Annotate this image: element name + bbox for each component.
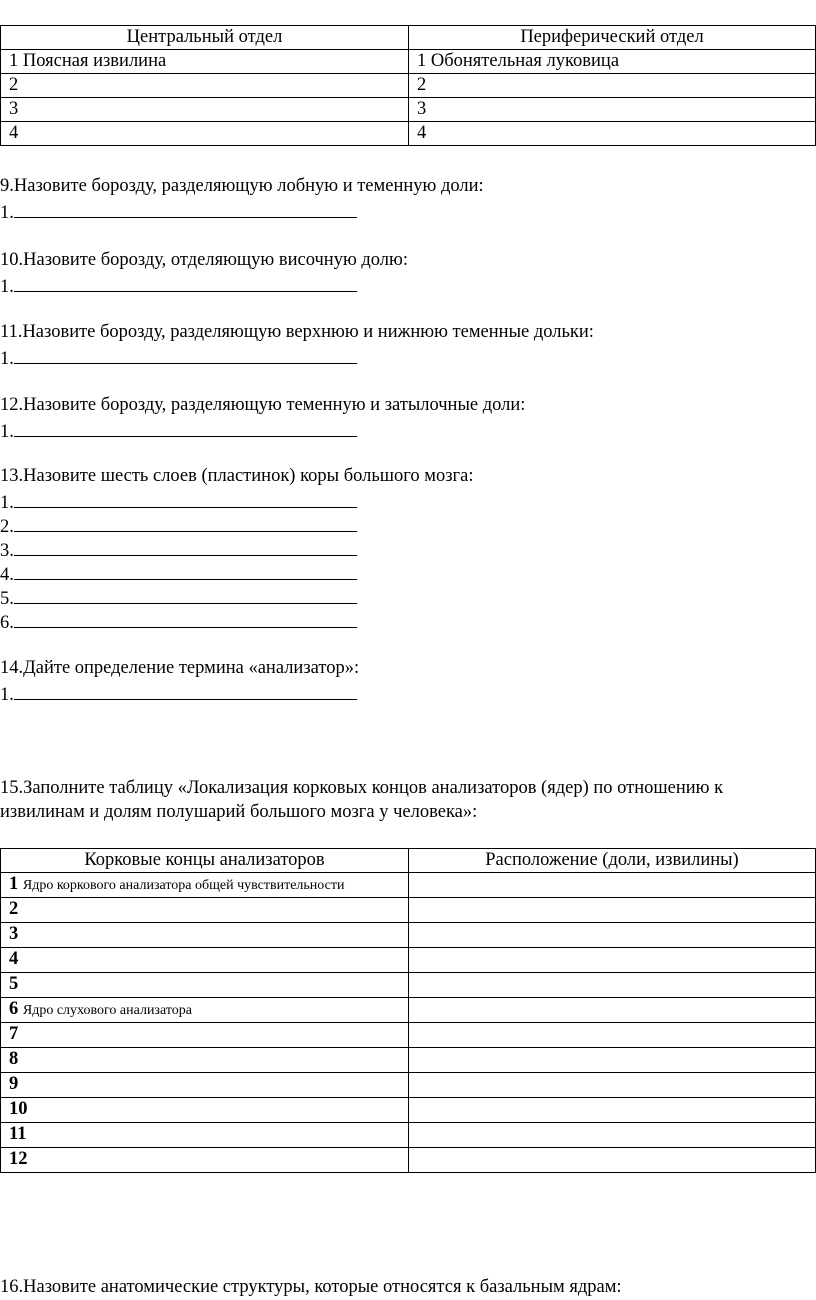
answer-number: 1. [0, 349, 14, 369]
answer-number: 1. [0, 203, 14, 223]
row-number: 12 [9, 1149, 28, 1169]
blank-line [14, 585, 357, 604]
question-16: 16.Назовите анатомические структуры, которые относятся к базальным ядрам: [0, 1277, 622, 1297]
table-row [1, 923, 816, 948]
answer-line[interactable] [0, 537, 357, 563]
question-15: 15.Заполните таблицу «Локализация корковых концов анализаторов (ядер) по отношению к извилинам и долям полушарий большого мозга у человека»: [0, 778, 724, 822]
row-number: 2 [9, 899, 19, 919]
table-header-row [1, 849, 816, 873]
blank-line [14, 199, 357, 218]
answer-line[interactable] [0, 681, 357, 707]
peripheral-column-header: Периферический отдел [409, 26, 816, 50]
blank-line [14, 609, 357, 628]
table-row [1, 873, 816, 898]
analyzer-cell [1, 973, 409, 998]
row-number: 10 [9, 1099, 28, 1119]
answer-number: 2. [0, 517, 14, 537]
location-cell[interactable] [409, 998, 816, 1023]
cortical-ends-column-header: Корковые концы анализаторов [1, 849, 409, 873]
answer-number: 6. [0, 613, 14, 633]
row-number: 6 [9, 999, 19, 1019]
table-row [1, 122, 816, 146]
answer-number: 1. [0, 422, 14, 442]
row-number: 3 [9, 924, 19, 944]
table-row [1, 1023, 816, 1048]
table-cell: 1 Поясная извилина [1, 50, 409, 74]
answer-number: 3. [0, 541, 14, 561]
answer-line[interactable] [0, 418, 357, 444]
blank-line [14, 681, 357, 700]
answer-number: 1. [0, 277, 14, 297]
table-cell: 2 [409, 74, 816, 98]
answer-line[interactable] [0, 199, 357, 225]
row-number: 9 [9, 1074, 19, 1094]
blank-line [14, 561, 357, 580]
analyzer-cell [1, 1023, 409, 1048]
blank-line [14, 489, 357, 508]
table-cell: 4 [409, 122, 816, 146]
location-column-header: Расположение (доли, извилины) [409, 849, 816, 873]
table-row [1, 50, 816, 74]
location-cell[interactable] [409, 1123, 816, 1148]
question-12: 12.Назовите борозду, разделяющую теменную и затылочные доли: [0, 395, 526, 415]
analyzer-label: Ядро коркового анализатора общей чувствительности [22, 878, 345, 893]
table-row [1, 1073, 816, 1098]
table-row [1, 98, 816, 122]
answer-line[interactable] [0, 561, 357, 587]
answer-line[interactable] [0, 273, 357, 299]
analyzer-label: Ядро слухового анализатора [22, 1003, 192, 1018]
location-cell[interactable] [409, 1073, 816, 1098]
table-cell: 3 [1, 98, 409, 122]
table-row [1, 1123, 816, 1148]
table-cell: 4 [1, 122, 409, 146]
answer-number: 1. [0, 493, 14, 513]
central-peripheral-table [0, 25, 816, 146]
blank-line [14, 513, 357, 532]
table-cell: 3 [409, 98, 816, 122]
row-number: 8 [9, 1049, 19, 1069]
blank-line [14, 273, 357, 292]
analyzer-cell [1, 948, 409, 973]
question-10: 10.Назовите борозду, отделяющую височную долю: [0, 250, 409, 270]
answer-line[interactable] [0, 489, 357, 515]
location-cell[interactable] [409, 923, 816, 948]
location-cell[interactable] [409, 948, 816, 973]
location-cell[interactable] [409, 1023, 816, 1048]
table-row [1, 998, 816, 1023]
blank-line [14, 537, 357, 556]
answer-number: 1. [0, 685, 14, 705]
question-11: 11.Назовите борозду, разделяющую верхнюю и нижнюю теменные дольки: [0, 322, 594, 342]
analyzer-cell [1, 898, 409, 923]
answer-line[interactable] [0, 609, 357, 635]
table-row [1, 1098, 816, 1123]
table-row [1, 74, 816, 98]
analyzer-cell [1, 998, 409, 1023]
row-number: 7 [9, 1024, 19, 1044]
row-number: 4 [9, 949, 19, 969]
location-cell[interactable] [409, 898, 816, 923]
analyzer-cell [1, 873, 409, 898]
analyzer-cell [1, 1098, 409, 1123]
location-cell[interactable] [409, 1098, 816, 1123]
analyzer-cell [1, 1123, 409, 1148]
row-number: 5 [9, 974, 19, 994]
table-row [1, 1148, 816, 1173]
location-cell[interactable] [409, 1148, 816, 1173]
table-header-row [1, 26, 816, 50]
question-13: 13.Назовите шесть слоев (пластинок) коры большого мозга: [0, 466, 474, 486]
answer-line[interactable] [0, 345, 357, 371]
answer-line[interactable] [0, 585, 357, 611]
blank-line [14, 345, 357, 364]
row-number: 1 [9, 874, 19, 894]
analyzer-cell [1, 1148, 409, 1173]
table-row [1, 898, 816, 923]
location-cell[interactable] [409, 973, 816, 998]
location-cell[interactable] [409, 1048, 816, 1073]
row-number: 11 [9, 1124, 27, 1144]
analyzer-localization-table [0, 848, 816, 1173]
table-cell: 1 Обонятельная луковица [409, 50, 816, 74]
blank-line [14, 418, 357, 437]
answer-number: 4. [0, 565, 14, 585]
table-row [1, 973, 816, 998]
table-row [1, 1048, 816, 1073]
analyzer-cell [1, 923, 409, 948]
answer-line[interactable] [0, 513, 357, 539]
table-cell: 2 [1, 74, 409, 98]
analyzer-cell [1, 1073, 409, 1098]
analyzer-cell [1, 1048, 409, 1073]
table-row [1, 948, 816, 973]
location-cell[interactable] [409, 873, 816, 898]
central-column-header: Центральный отдел [1, 26, 409, 50]
question-14: 14.Дайте определение термина «анализатор»: [0, 658, 360, 678]
question-9: 9.Назовите борозду, разделяющую лобную и теменную доли: [0, 176, 484, 196]
answer-number: 5. [0, 589, 14, 609]
